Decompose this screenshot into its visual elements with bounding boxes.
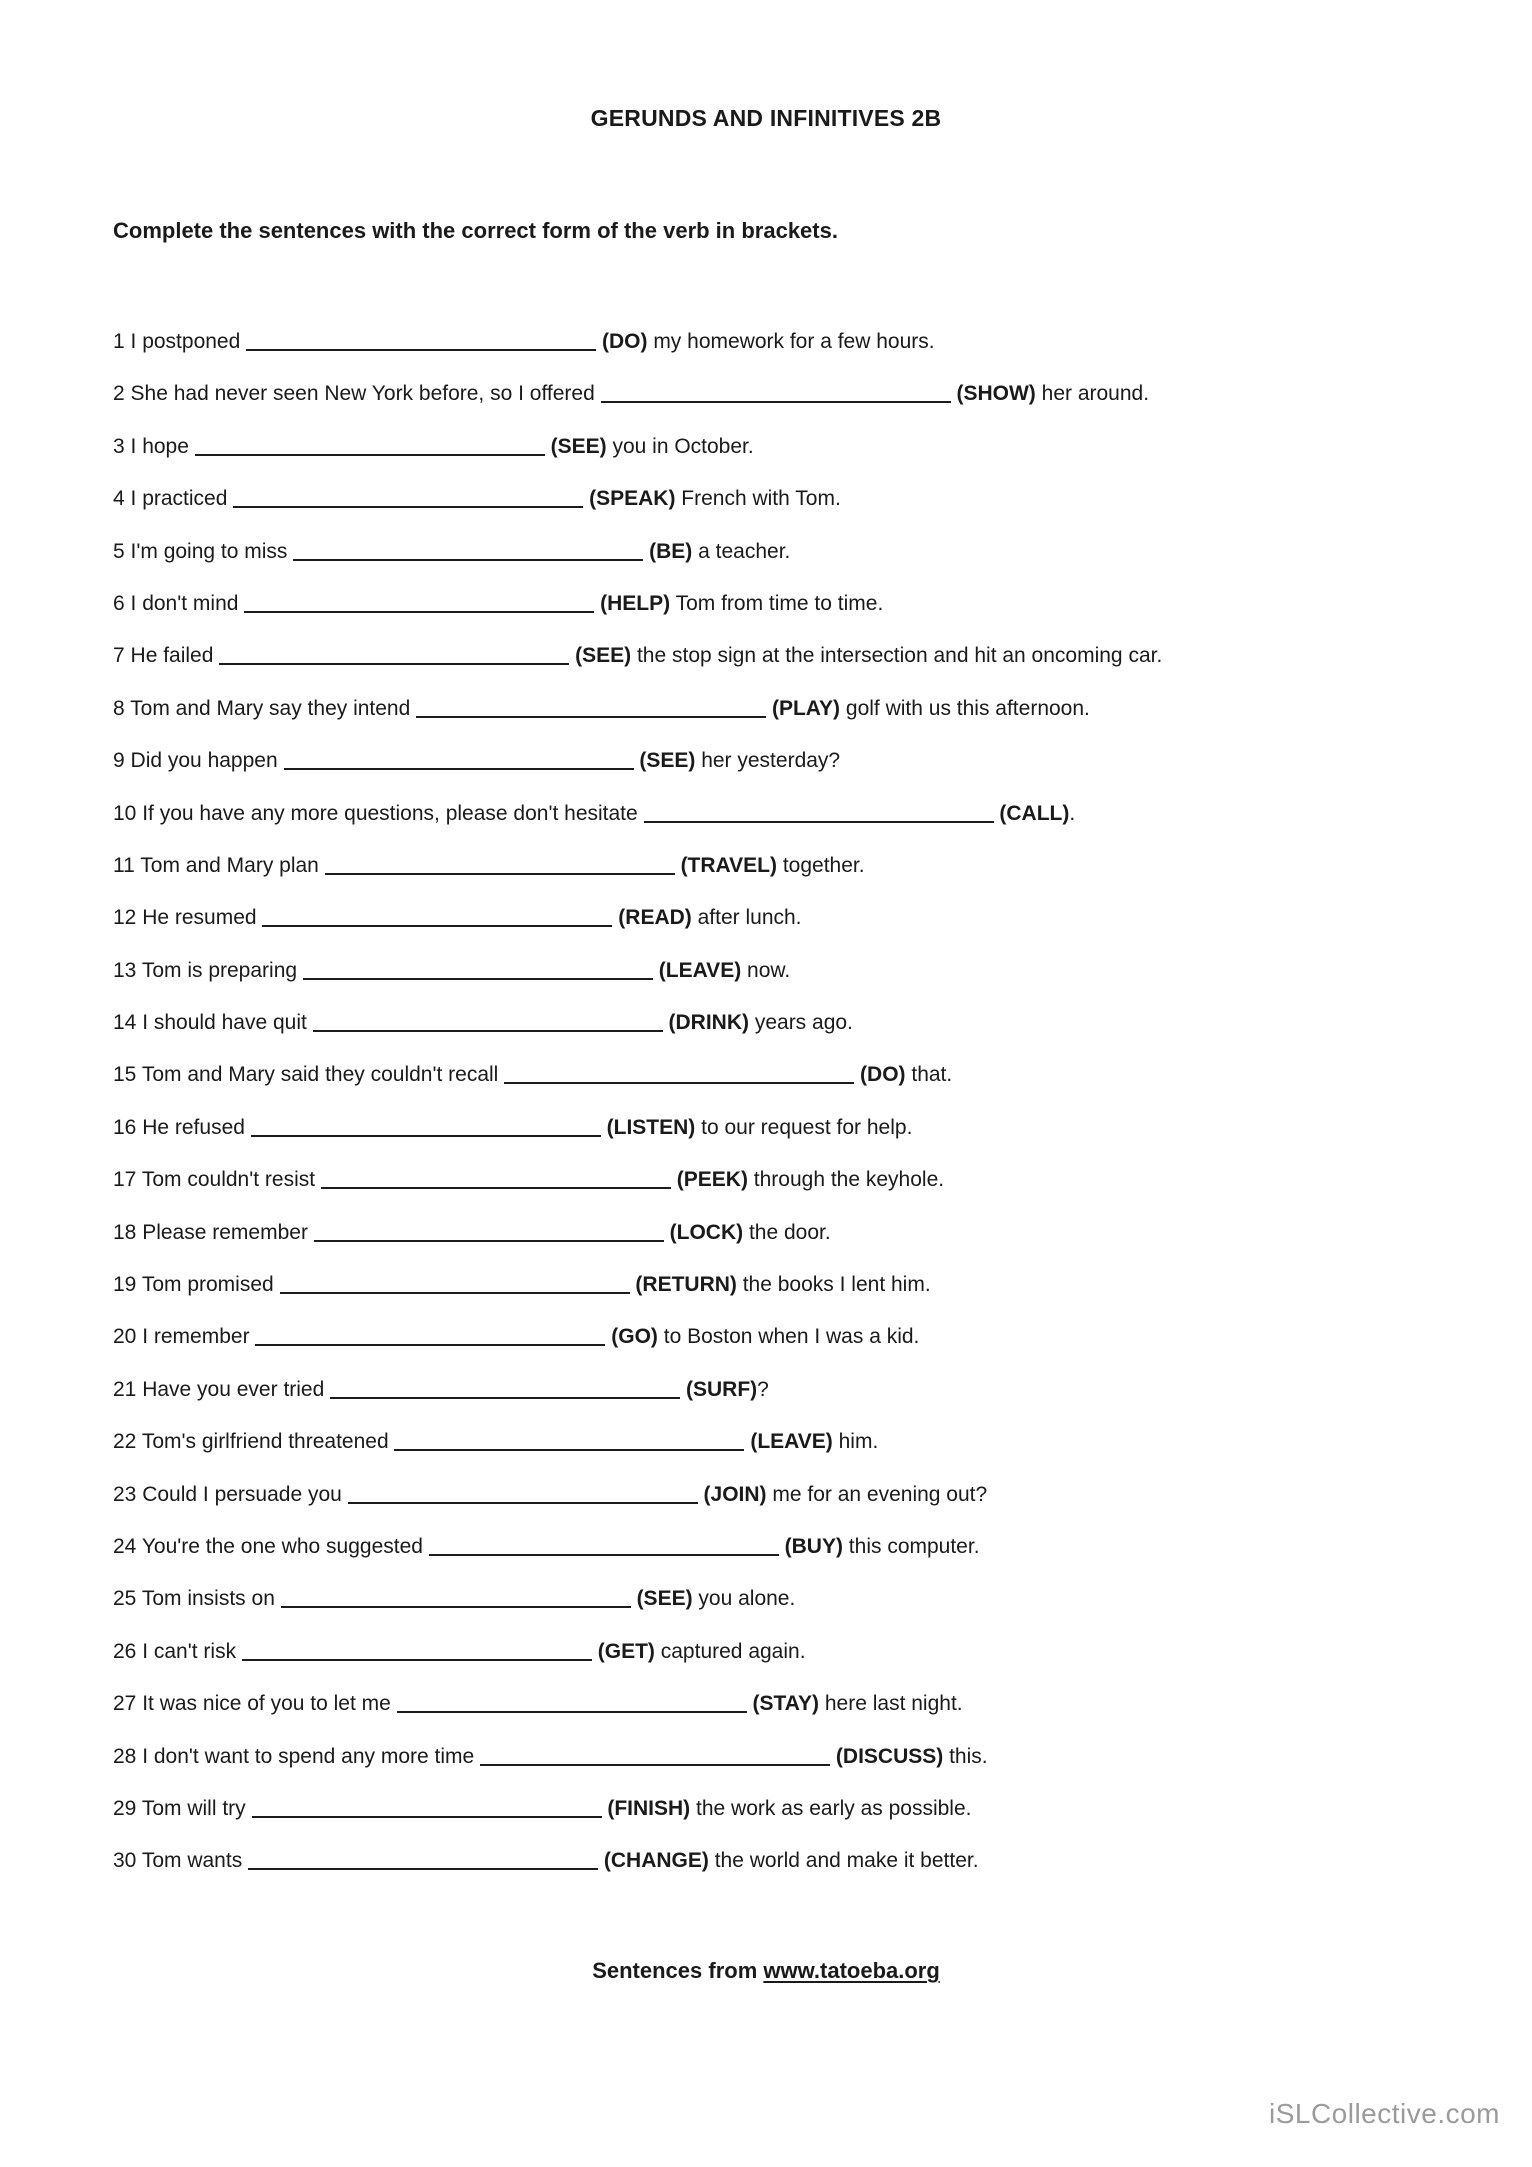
sentence-row — [113, 735, 1502, 787]
sentence-row — [113, 997, 1502, 1049]
footer-prefix-text: Sentences from — [592, 1958, 764, 1983]
verb-hint: (TRAVEL) — [680, 853, 777, 877]
footer-source-link[interactable]: www.tatoeba.org — [763, 1958, 940, 1983]
verb-hint: (DRINK) — [668, 1011, 749, 1035]
answer-blank — [252, 1816, 602, 1818]
sentence-text-pre: Tom wants — [141, 1849, 243, 1873]
answer-blank — [251, 1135, 601, 1137]
verb-hint: (HELP) — [600, 591, 671, 615]
sentence-text-post: the door. — [743, 1220, 831, 1244]
answer-blank — [233, 506, 583, 508]
verb-hint: (SEE) — [636, 1587, 693, 1611]
sentence-text-post: her yesterday? — [695, 749, 841, 773]
answer-blank — [416, 716, 766, 718]
sentence-text-post: me for an evening out? — [766, 1482, 988, 1506]
sentence-row — [113, 1154, 1502, 1206]
sentence-number: 19 — [113, 1273, 137, 1297]
verb-hint: (JOIN) — [703, 1482, 767, 1506]
sentence-number: 8 — [113, 696, 125, 720]
answer-blank — [284, 768, 634, 770]
sentence-row — [113, 1259, 1502, 1311]
sentence-text-post: her around. — [1035, 382, 1150, 406]
sentence-text-pre: Could I persuade you — [142, 1482, 342, 1506]
answer-blank — [314, 1240, 664, 1242]
instruction-text: Complete the sentences with the correct form of the verb in brackets. — [113, 218, 838, 243]
verb-hint: (PEEK) — [676, 1168, 748, 1192]
sentence-text-post: captured again. — [654, 1639, 806, 1663]
sentence-row — [113, 630, 1502, 682]
sentence-text-pre: Tom and Mary say they intend — [130, 696, 411, 720]
verb-hint: (CALL) — [999, 801, 1070, 825]
answer-blank — [394, 1449, 744, 1451]
verb-hint: (SHOW) — [956, 382, 1036, 406]
answer-blank — [219, 663, 569, 665]
sentence-text-pre: Tom promised — [141, 1273, 274, 1297]
answer-blank — [242, 1659, 592, 1661]
sentence-number: 13 — [113, 958, 137, 982]
sentence-row — [113, 788, 1502, 840]
sentence-text-pre: I practiced — [130, 487, 228, 511]
sentence-row — [113, 368, 1502, 420]
sentence-text-pre: He failed — [130, 644, 214, 668]
sentence-row — [113, 892, 1502, 944]
verb-hint: (DO) — [860, 1063, 906, 1087]
sentence-row — [113, 1311, 1502, 1363]
sentence-number: 22 — [113, 1430, 137, 1454]
sentence-number: 26 — [113, 1639, 137, 1663]
sentence-text-post: the world and make it better. — [708, 1849, 979, 1873]
verb-hint: (GO) — [611, 1325, 658, 1349]
sentence-text-post: ? — [757, 1377, 769, 1401]
sentence-text-post: a teacher. — [692, 539, 791, 563]
sentence-text-pre: I can't risk — [142, 1639, 237, 1663]
sentence-text-pre: Did you happen — [130, 749, 278, 773]
answer-blank — [303, 978, 653, 980]
sentence-row — [113, 1102, 1502, 1154]
verb-hint: (STAY) — [752, 1692, 820, 1716]
answer-blank — [246, 349, 596, 351]
sentence-text-post: now. — [741, 958, 791, 982]
sentence-text-pre: She had never seen New York before, so I offered — [130, 382, 595, 406]
sentence-number: 2 — [113, 382, 125, 406]
verb-hint: (DISCUSS) — [835, 1744, 944, 1768]
sentence-text-pre: He resumed — [142, 906, 257, 930]
sentence-text-pre: Tom will try — [141, 1796, 246, 1820]
sentence-number: 16 — [113, 1115, 137, 1139]
verb-hint: (SPEAK) — [589, 487, 676, 511]
answer-blank — [281, 1606, 631, 1608]
answer-blank — [195, 454, 545, 456]
sentence-number: 28 — [113, 1744, 137, 1768]
sentence-text-pre: Tom's girlfriend threatened — [141, 1430, 389, 1454]
sentence-row — [113, 1049, 1502, 1101]
sentence-text-post: . — [1069, 801, 1076, 825]
sentence-text-post: the work as early as possible. — [690, 1796, 972, 1820]
verb-hint: (LOCK) — [669, 1220, 744, 1244]
answer-blank — [504, 1082, 854, 1084]
answer-blank — [262, 925, 612, 927]
sentence-row — [113, 1416, 1502, 1468]
sentence-row — [113, 1731, 1502, 1783]
sentence-row — [113, 1783, 1502, 1835]
sentence-number: 18 — [113, 1220, 137, 1244]
sentence-text-pre: Have you ever tried — [142, 1377, 325, 1401]
sentence-number: 14 — [113, 1011, 137, 1035]
sentence-text-pre: I postponed — [130, 330, 241, 353]
sentence-text-pre: You're the one who suggested — [141, 1534, 423, 1558]
sentence-text-pre: I should have quit — [142, 1011, 307, 1035]
sentence-text-pre: Please remember — [142, 1220, 308, 1244]
sentence-number: 30 — [113, 1849, 137, 1873]
sentence-text-pre: Tom couldn't resist — [141, 1168, 316, 1192]
sentence-row — [113, 1678, 1502, 1730]
answer-blank — [244, 611, 594, 613]
answer-blank — [321, 1187, 671, 1189]
sentence-number: 23 — [113, 1482, 137, 1506]
sentence-row — [113, 683, 1502, 735]
sentence-text-post: my homework for a few hours. — [647, 330, 935, 353]
sentence-list — [113, 316, 1502, 1888]
sentence-text-pre: I don't want to spend any more time — [142, 1744, 475, 1768]
sentence-number: 15 — [113, 1063, 137, 1087]
sentence-text-post: years ago. — [749, 1011, 853, 1035]
sentence-number: 3 — [113, 434, 125, 458]
sentence-row — [113, 421, 1502, 473]
sentence-number: 17 — [113, 1168, 137, 1192]
sentence-text-post: together. — [777, 853, 865, 877]
verb-hint: (CHANGE) — [603, 1849, 709, 1873]
sentence-text-post: the books I lent him. — [736, 1273, 931, 1297]
sentence-text-post: here last night. — [819, 1692, 963, 1716]
sentence-row — [113, 1521, 1502, 1573]
answer-blank — [325, 873, 675, 875]
answer-blank — [397, 1711, 747, 1713]
sentence-text-pre: I remember — [142, 1325, 250, 1349]
footer-attribution — [0, 1958, 1532, 1984]
sentence-text-post: golf with us this afternoon. — [840, 696, 1090, 720]
sentence-text-pre: It was nice of you to let me — [142, 1692, 391, 1716]
sentence-row — [113, 1626, 1502, 1678]
sentence-text-post: through the keyhole. — [747, 1168, 945, 1192]
sentence-row — [113, 473, 1502, 525]
answer-blank — [313, 1030, 663, 1032]
sentence-text-pre: He refused — [142, 1115, 245, 1139]
sentence-text-post: French with Tom. — [675, 487, 841, 511]
sentence-text-post: you in October. — [606, 434, 754, 458]
sentence-text-pre: Tom and Mary said they couldn't recall — [141, 1063, 499, 1087]
sentence-number: 25 — [113, 1587, 137, 1611]
sentence-number: 7 — [113, 644, 125, 668]
sentence-number: 27 — [113, 1692, 137, 1716]
sentence-text-post: to Boston when I was a kid. — [657, 1325, 920, 1349]
sentence-text-post: this. — [943, 1744, 988, 1768]
verb-hint: (GET) — [597, 1639, 655, 1663]
sentence-row — [113, 316, 1502, 368]
verb-hint: (RETURN) — [635, 1273, 737, 1297]
sentence-row — [113, 1835, 1502, 1887]
answer-blank — [644, 821, 994, 823]
answer-blank — [280, 1292, 630, 1294]
sentence-number: 12 — [113, 906, 137, 930]
sentence-row — [113, 1207, 1502, 1259]
answer-blank — [293, 559, 643, 561]
answer-blank — [601, 401, 951, 403]
verb-hint: (LEAVE) — [658, 958, 742, 982]
answer-blank — [330, 1397, 680, 1399]
sentence-number: 4 — [113, 487, 125, 511]
islcollective-watermark: iSLCollective.com — [1268, 2098, 1500, 2129]
sentence-row — [113, 840, 1502, 892]
sentence-number: 29 — [113, 1796, 137, 1820]
sentence-row — [113, 1364, 1502, 1416]
verb-hint: (SEE) — [575, 644, 632, 668]
answer-blank — [248, 1868, 598, 1870]
sentence-text-pre: If you have any more questions, please don't hesitate — [142, 801, 638, 825]
verb-hint: (BE) — [649, 539, 693, 563]
sentence-text-pre: I'm going to miss — [130, 539, 288, 563]
sentence-text-post: to our request for help. — [695, 1115, 913, 1139]
sentence-number: 11 — [113, 853, 135, 877]
answer-blank — [348, 1502, 698, 1504]
verb-hint: (SURF) — [685, 1377, 758, 1401]
sentence-number: 20 — [113, 1325, 137, 1349]
verb-hint: (SEE) — [550, 434, 607, 458]
sentence-text-pre: Tom and Mary plan — [140, 853, 319, 877]
sentence-number: 9 — [113, 749, 125, 773]
sentence-row — [113, 578, 1502, 630]
sentence-number: 1 — [113, 330, 125, 353]
sentence-number: 21 — [113, 1377, 137, 1401]
verb-hint: (PLAY) — [771, 696, 841, 720]
sentence-text-post: this computer. — [842, 1534, 980, 1558]
page-title: GERUNDS AND INFINITIVES 2B — [590, 105, 942, 131]
sentence-number: 5 — [113, 539, 125, 563]
sentence-row — [113, 1469, 1502, 1521]
answer-blank — [429, 1554, 779, 1556]
answer-blank — [480, 1764, 830, 1766]
sentence-row — [113, 945, 1502, 997]
verb-hint: (BUY) — [784, 1534, 843, 1558]
verb-hint: (SEE) — [639, 749, 696, 773]
sentence-text-post: the stop sign at the intersection and hit an oncoming car. — [631, 644, 1163, 668]
verb-hint: (LEAVE) — [750, 1430, 833, 1454]
sentence-text-pre: Tom is preparing — [141, 958, 298, 982]
sentence-text-post: Tom from time to time. — [670, 591, 884, 615]
sentence-row — [113, 526, 1502, 578]
answer-blank — [255, 1344, 605, 1346]
verb-hint: (FINISH) — [607, 1796, 691, 1820]
sentence-text-pre: I don't mind — [130, 591, 239, 615]
sentence-text-post: him. — [832, 1430, 879, 1454]
verb-hint: (LISTEN) — [606, 1115, 696, 1139]
sentence-text-pre: I hope — [130, 434, 189, 458]
sentence-text-post: you alone. — [692, 1587, 796, 1611]
verb-hint: (DO) — [601, 330, 648, 353]
sentence-number: 24 — [113, 1534, 137, 1558]
sentence-number: 10 — [113, 801, 137, 825]
sentence-text-post: after lunch. — [691, 906, 802, 930]
sentence-number: 6 — [113, 591, 125, 615]
verb-hint: (READ) — [618, 906, 692, 930]
sentence-text-post: that. — [905, 1063, 953, 1087]
sentence-row — [113, 1573, 1502, 1625]
sentence-text-pre: Tom insists on — [141, 1587, 275, 1611]
